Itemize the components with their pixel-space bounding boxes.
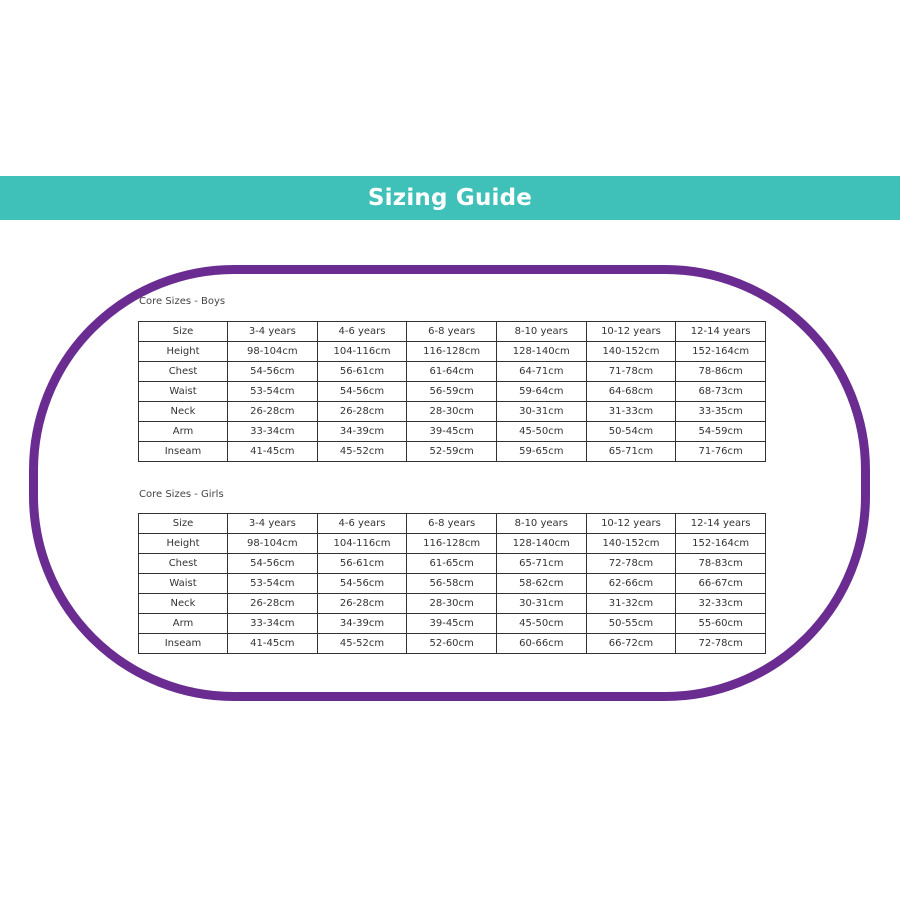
table-cell: 65-71cm [586,442,676,462]
table-cell: 26-28cm [228,594,318,614]
table-cell: 50-54cm [586,422,676,442]
table-cell: 54-56cm [228,362,318,382]
table-cell: 32-33cm [676,594,766,614]
table-row [139,514,766,534]
row-header-cell: Height [139,534,228,554]
table-cell: 104-116cm [317,534,407,554]
table-cell: 152-164cm [676,534,766,554]
table-cell: 33-34cm [228,422,318,442]
table-cell: 30-31cm [496,402,586,422]
table-row [139,614,766,634]
row-header-cell: Inseam [139,634,228,654]
column-header-cell: 6-8 years [407,322,497,342]
table-cell: 45-52cm [317,442,407,462]
table-cell: 66-67cm [676,574,766,594]
table-cell: 26-28cm [228,402,318,422]
row-header-cell: Chest [139,362,228,382]
table-cell: 152-164cm [676,342,766,362]
table-cell: 56-59cm [407,382,497,402]
table-cell: 31-32cm [586,594,676,614]
girls-section-title: Core Sizes - Girls [139,489,224,500]
table-cell: 140-152cm [586,342,676,362]
table-cell: 61-64cm [407,362,497,382]
table-cell: 34-39cm [317,614,407,634]
table-cell: 54-56cm [317,574,407,594]
table-cell: 28-30cm [407,402,497,422]
column-header-cell: 10-12 years [586,322,676,342]
table-cell: 59-64cm [496,382,586,402]
table-cell: 28-30cm [407,594,497,614]
table-cell: 56-61cm [317,554,407,574]
table-cell: 140-152cm [586,534,676,554]
table-row [139,594,766,614]
table-cell: 78-83cm [676,554,766,574]
table-cell: 53-54cm [228,382,318,402]
table-row [139,382,766,402]
table-row [139,402,766,422]
table-cell: 65-71cm [496,554,586,574]
table-cell: 56-61cm [317,362,407,382]
table-cell: 52-59cm [407,442,497,462]
table-cell: 33-34cm [228,614,318,634]
table-cell: 116-128cm [407,342,497,362]
table-cell: 72-78cm [676,634,766,654]
column-header-cell: 4-6 years [317,322,407,342]
table-cell: 71-76cm [676,442,766,462]
table-cell: 98-104cm [228,342,318,362]
row-header-cell: Chest [139,554,228,574]
table-cell: 62-66cm [586,574,676,594]
table-row [139,554,766,574]
row-header-cell: Arm [139,614,228,634]
table-cell: 26-28cm [317,594,407,614]
row-header-cell: Size [139,322,228,342]
table-cell: 116-128cm [407,534,497,554]
table-cell: 72-78cm [586,554,676,574]
table-cell: 54-59cm [676,422,766,442]
table-cell: 98-104cm [228,534,318,554]
table-cell: 55-60cm [676,614,766,634]
column-header-cell: 8-10 years [496,514,586,534]
table-cell: 50-55cm [586,614,676,634]
boys-section-title: Core Sizes - Boys [139,296,226,307]
row-header-cell: Height [139,342,228,362]
table-cell: 71-78cm [586,362,676,382]
table-row [139,342,766,362]
column-header-cell: 3-4 years [228,514,318,534]
page-title: Sizing Guide [367,185,533,211]
table-cell: 60-66cm [496,634,586,654]
row-header-cell: Neck [139,594,228,614]
table-row [139,634,766,654]
table-cell: 33-35cm [676,402,766,422]
boys-size-table [138,321,766,462]
table-cell: 34-39cm [317,422,407,442]
table-cell: 128-140cm [496,342,586,362]
table-cell: 45-52cm [317,634,407,654]
table-cell: 45-50cm [496,614,586,634]
row-header-cell: Inseam [139,442,228,462]
table-row [139,574,766,594]
boys-table-body [139,322,766,462]
column-header-cell: 4-6 years [317,514,407,534]
table-row [139,322,766,342]
table-cell: 41-45cm [228,442,318,462]
table-cell: 39-45cm [407,422,497,442]
column-header-cell: 12-14 years [676,322,766,342]
row-header-cell: Size [139,514,228,534]
table-row [139,422,766,442]
table-cell: 58-62cm [496,574,586,594]
column-header-cell: 10-12 years [586,514,676,534]
table-cell: 31-33cm [586,402,676,422]
table-cell: 64-68cm [586,382,676,402]
table-cell: 41-45cm [228,634,318,654]
girls-table-body [139,514,766,654]
girls-size-table [138,513,766,654]
table-cell: 61-65cm [407,554,497,574]
column-header-cell: 3-4 years [228,322,318,342]
table-cell: 59-65cm [496,442,586,462]
table-cell: 30-31cm [496,594,586,614]
table-cell: 52-60cm [407,634,497,654]
column-header-cell: 6-8 years [407,514,497,534]
table-row [139,534,766,554]
row-header-cell: Arm [139,422,228,442]
table-cell: 68-73cm [676,382,766,402]
table-cell: 56-58cm [407,574,497,594]
table-cell: 53-54cm [228,574,318,594]
row-header-cell: Waist [139,382,228,402]
table-cell: 54-56cm [228,554,318,574]
table-cell: 26-28cm [317,402,407,422]
table-cell: 78-86cm [676,362,766,382]
table-row [139,442,766,462]
table-row [139,362,766,382]
row-header-cell: Waist [139,574,228,594]
table-cell: 45-50cm [496,422,586,442]
table-cell: 64-71cm [496,362,586,382]
table-cell: 66-72cm [586,634,676,654]
header-banner [0,176,900,220]
row-header-cell: Neck [139,402,228,422]
table-cell: 39-45cm [407,614,497,634]
table-cell: 104-116cm [317,342,407,362]
table-cell: 54-56cm [317,382,407,402]
table-cell: 128-140cm [496,534,586,554]
column-header-cell: 8-10 years [496,322,586,342]
column-header-cell: 12-14 years [676,514,766,534]
